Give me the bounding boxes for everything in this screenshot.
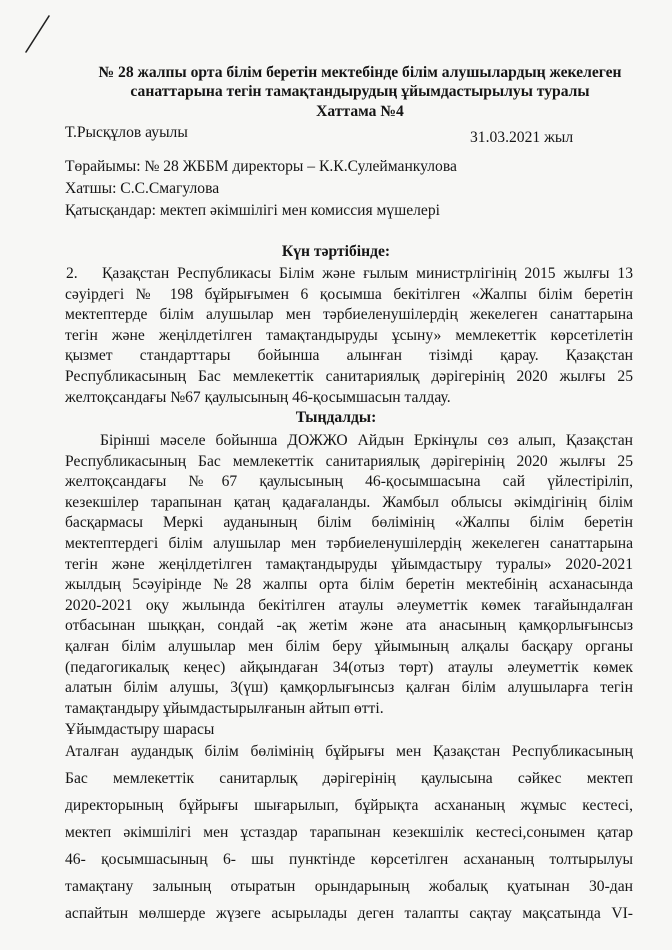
agenda-line: қызмет стандарттары бойынша алынған тізімді қарау. Қазақстан bbox=[65, 347, 633, 365]
organization-line: директорының бұйрығы шығарылып, бұйрықта асхананың жұмыс кестесі, bbox=[65, 797, 633, 814]
document-title-line-1: № 28 жалпы орта білім беретін мектебінде білім алушылардың жекелеген bbox=[98, 64, 622, 81]
agenda-line: желтоқсандағы №67 қаулысының 46-қосымшасын талдау. bbox=[65, 388, 451, 406]
organization-line: Аталған аудандық білім бөлімінің бұйрығы мен Қазақстан Республикасының bbox=[65, 743, 633, 760]
organization-line: аспайтын мөлшерде жүзеге асырылады деген талапты сақтау мақсатында VI- bbox=[65, 905, 633, 922]
heard-line: қалған білім алушылар мен білім беру ұйымының алқалы басқару органы bbox=[65, 638, 633, 655]
agenda-line: Республикасының Бас мемлекеттік санитариялық дәрігерінің 2020 жылғы 25 bbox=[65, 368, 633, 385]
organization-line: тамақтану залының отыратын орындарының жобалық қуатынан 30-дан bbox=[65, 878, 633, 895]
meeting-place: Т.Рысқұлов ауылы bbox=[65, 124, 188, 141]
heard-line: кезекшілер тарапынан қатаң қадағаланды. Жамбыл облысы әкімдігінің білім bbox=[65, 493, 633, 511]
heard-line: Бірінші мәселе бойынша ДОЖЖО Айдын Еркінұлы сөз алып, Қазақстан bbox=[100, 432, 633, 449]
secretary: Хатшы: С.С.Смагулова bbox=[65, 180, 220, 197]
organization-heading: Ұйымдастыру шарасы bbox=[65, 721, 215, 738]
heard-line: жылдың 5сәуірінде №28 жалпы орта білім беретін мектебінің асханасында bbox=[65, 576, 633, 594]
organization-line: мектеп әкімшілігі мен ұстаздар тарапынан кезекшілік кестесі,сонымен қатар bbox=[65, 824, 633, 841]
organization-line: Бас мемлекеттік санитарлық дәрігерінің қаулысына сәйкес мектеп bbox=[65, 770, 633, 787]
agenda-line: Қазақстан Республикасы Білім және ғылым министрлігінің 2015 жылғы 13 bbox=[102, 265, 633, 282]
agenda-line: сәуірдегі № 198 бұйрығымен 6 қосымша бекітілген «Жалпы білім беретін bbox=[65, 285, 633, 303]
heard-line: отбасынан шыққан, сондай -ақ жетім және ата анасының қамқорлығынсыз bbox=[65, 617, 633, 635]
agenda-line: тегін және жеңілдетілген тамақтандыруды ұсыну» мемлекеттік көрсетілетін bbox=[65, 326, 633, 344]
heard-line: (педагогикалық кеңес) айқындаған 34(отыз төрт) атаулы әлеуметтік көмек bbox=[65, 658, 633, 676]
agenda-item-number: 2. bbox=[66, 265, 78, 282]
heard-line: мектептердегі білім алушылар мен тәрбиеленушілердің жекелеген санаттарына bbox=[65, 535, 633, 552]
document-title-line-2: санаттарына тегін тамақтандырудың ұйымдастырылуы туралы bbox=[130, 83, 590, 100]
heard-line: Республикасының Бас мемлекеттік санитариялық дәрігерінің 2020 жылғы 25 bbox=[65, 452, 633, 470]
heard-heading: Тыңдалды: bbox=[295, 409, 377, 426]
heard-line: 2020-2021 оқу жылында бекітілген атаулы әлеуметтік көмек тағайындалған bbox=[65, 596, 633, 614]
heard-line: тамақтандыру ұйымдастырылғанын айтып өтті. bbox=[65, 699, 384, 717]
agenda-heading: Күн тәртібінде: bbox=[281, 243, 391, 260]
heard-line: басқармасы Меркі ауданының білім бөлімінің «Жалпы білім беретін bbox=[65, 514, 633, 532]
heard-line: алатын білім алушы, 3(үш) қамқорлығынсыз қалған білім алушыларға тегін bbox=[65, 679, 633, 697]
heard-line: тегін және жеңілдетілген тамақтандыруды ұйымдастыру туралы» 2020-2021 bbox=[65, 555, 633, 573]
participants: Қатысқандар: мектеп әкімшілігі мен комиссия мүшелері bbox=[65, 202, 440, 219]
chairperson: Төрайымы: № 28 ЖББМ директоры – К.К.Сулейманкулова bbox=[65, 158, 457, 175]
meeting-date: 31.03.2021 жыл bbox=[470, 129, 574, 146]
organization-line: 46- қосымшасының 6- шы пунктінде көрсетілген асхананың толтырылуы bbox=[65, 851, 633, 868]
protocol-number: Хаттама №4 bbox=[316, 103, 404, 120]
handwritten-slash-mark bbox=[22, 14, 52, 54]
agenda-line: мектептерде білім алушылар мен тәрбиеленушілердің жекелеген санаттарына bbox=[65, 306, 633, 324]
heard-line: желтоқсандағы №67 қаулысының 46-қосымшасына сай үйлестіріліп, bbox=[65, 473, 633, 491]
